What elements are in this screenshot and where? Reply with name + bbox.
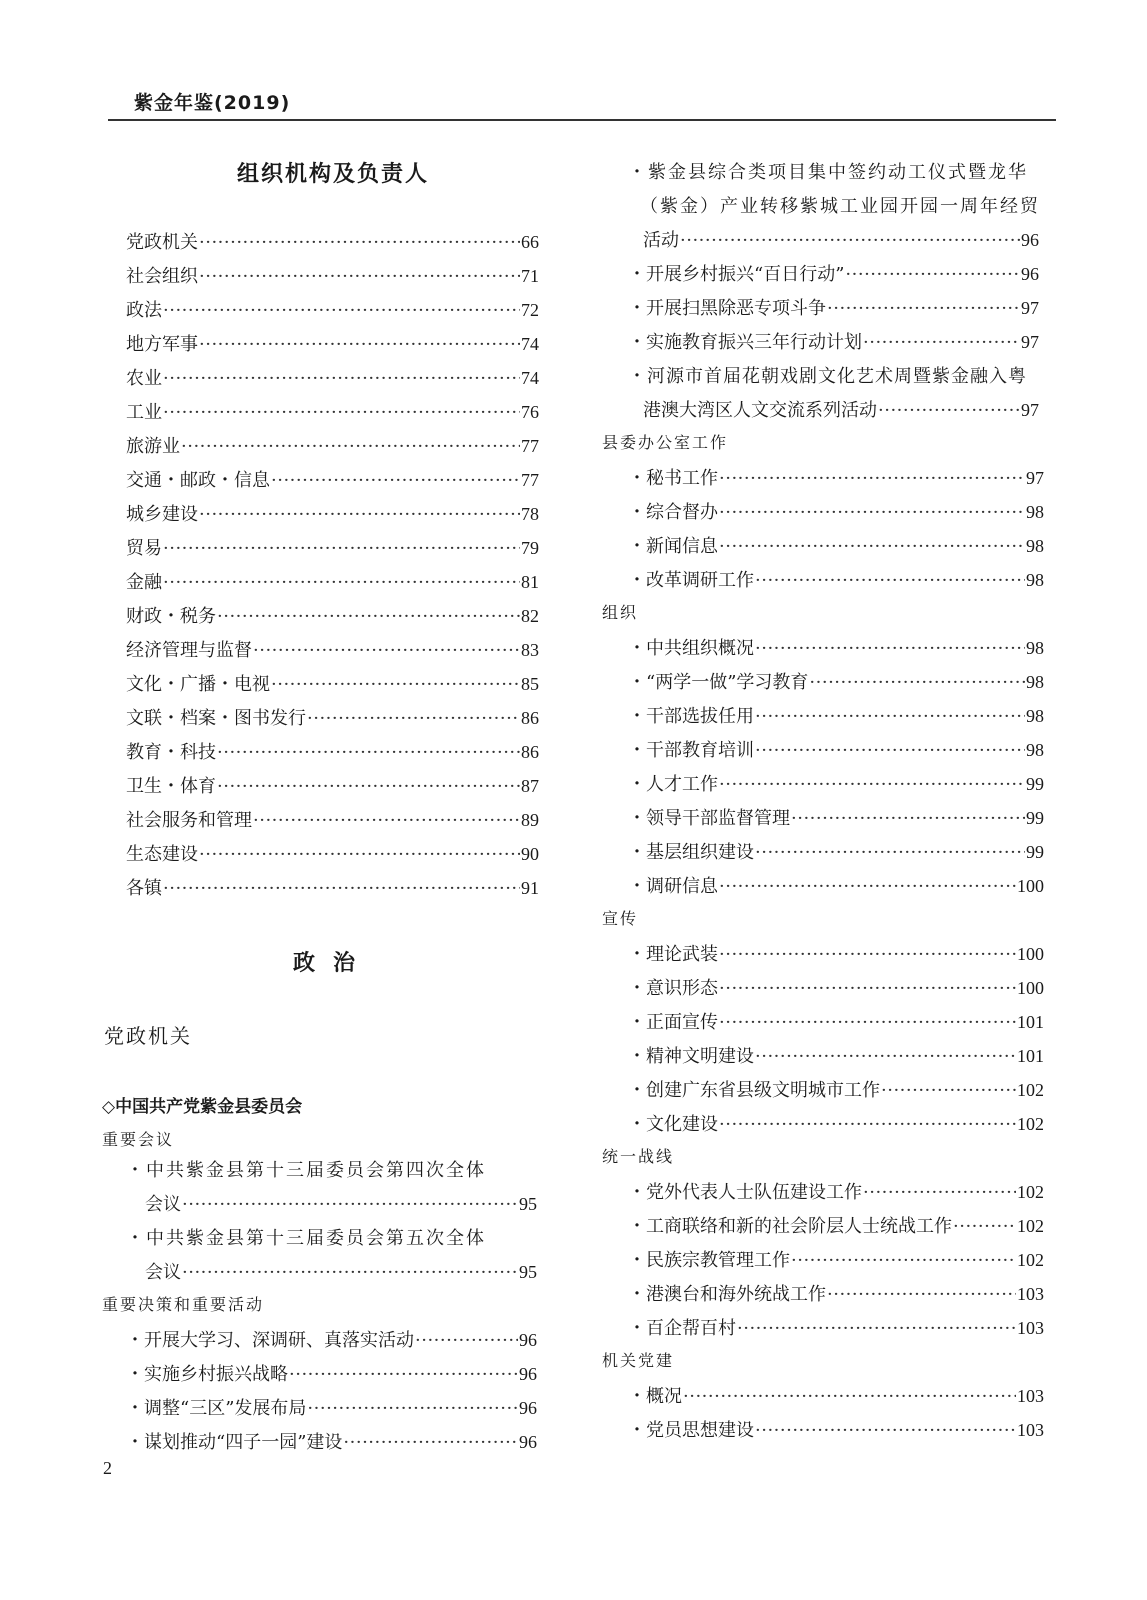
toc-entry[interactable]	[126, 636, 539, 662]
entry-label: ・开展大学习、深调研、真落实活动	[126, 1330, 414, 1351]
entry-page: 66	[521, 232, 539, 252]
entry-label: 政法	[126, 300, 162, 321]
entry-label: 交通・邮政・信息	[126, 470, 270, 491]
leader-dots	[343, 1432, 518, 1453]
leader-dots	[271, 470, 520, 491]
toc-entry[interactable]	[126, 738, 539, 764]
meeting-1-line1: ・中共紫金县第十三届委员会第四次全体	[126, 1160, 486, 1181]
entry-label: ・领导干部监督管理	[628, 808, 790, 829]
leader-dots	[755, 740, 1025, 761]
entry-label: 生态建设	[126, 844, 198, 865]
toc-entry[interactable]	[628, 1314, 1044, 1340]
toc-entry[interactable]	[126, 432, 539, 458]
entry-label: ・理论武装	[628, 944, 718, 965]
entry-label: ・港澳台和海外统战工作	[628, 1284, 826, 1305]
heading-decisions: 重要决策和重要活动	[102, 1295, 265, 1314]
entry-label: 文联・档案・图书发行	[126, 708, 306, 729]
leader-dots	[253, 810, 520, 831]
heading-office-work: 县委办公室工作	[602, 433, 729, 452]
leader-dots	[863, 1182, 1016, 1203]
leader-dots	[881, 1080, 1016, 1101]
entry-label: 教育・科技	[126, 742, 216, 763]
toc-entry[interactable]	[628, 1246, 1044, 1272]
entry-label: ・综合督办	[628, 502, 718, 523]
toc-entry[interactable]	[628, 872, 1044, 898]
leader-dots	[737, 1318, 1016, 1339]
toc-entry[interactable]	[126, 364, 539, 390]
leader-dots	[755, 706, 1025, 727]
entry-page: 87	[521, 776, 539, 796]
entry-label: ・干部教育培训	[628, 740, 754, 761]
entry-page: 98	[1026, 638, 1044, 658]
leader-dots	[163, 538, 520, 559]
leader-dots	[863, 332, 1020, 353]
entry-page: 95	[519, 1262, 537, 1282]
entry-label: ・民族宗教管理工作	[628, 1250, 790, 1271]
entry-page: 99	[1026, 774, 1044, 794]
entry-page: 101	[1017, 1012, 1044, 1032]
toc-entry[interactable]	[628, 1178, 1044, 1204]
entry-label: ・“两学一做”学习教育	[628, 672, 809, 693]
entry-page: 82	[521, 606, 539, 626]
leader-dots	[719, 502, 1025, 523]
entry-label: 社会服务和管理	[126, 810, 252, 831]
leader-dots	[199, 844, 520, 865]
entry-page: 74	[521, 334, 539, 354]
toc-entry[interactable]	[628, 328, 1039, 354]
toc-entry[interactable]	[628, 634, 1044, 660]
entry-page: 100	[1017, 876, 1044, 896]
activity-5-line1: ・河源市首届花朝戏剧文化艺术周暨紫金融入粤	[628, 366, 1027, 387]
entry-label: 港澳大湾区人文交流系列活动	[643, 400, 877, 421]
leader-dots	[791, 808, 1025, 829]
entry-label: 工业	[126, 402, 162, 423]
leader-dots	[845, 264, 1020, 285]
leader-dots	[719, 1012, 1016, 1033]
toc-entry[interactable]	[628, 1008, 1044, 1034]
entry-page: 98	[1026, 536, 1044, 556]
toc-entry[interactable]	[628, 566, 1044, 592]
entry-page: 101	[1017, 1046, 1044, 1066]
entry-page: 103	[1017, 1420, 1044, 1440]
entry-page: 99	[1026, 842, 1044, 862]
heading-party-building: 机关党建	[602, 1351, 675, 1370]
toc-entry[interactable]	[628, 294, 1039, 320]
toc-entry-activity-1[interactable]	[643, 226, 1039, 252]
page-number: 2	[103, 1458, 112, 1478]
section-title: 组织机构及负责人	[237, 162, 430, 187]
toc-entry[interactable]	[628, 736, 1044, 762]
entry-label: 金融	[126, 572, 162, 593]
entry-label: ・党外代表人士队伍建设工作	[628, 1182, 862, 1203]
entry-page: 98	[1026, 672, 1044, 692]
leader-dots	[755, 1046, 1016, 1067]
entry-page: 96	[519, 1364, 537, 1384]
leader-dots	[199, 266, 520, 287]
toc-entry[interactable]	[126, 262, 539, 288]
entry-page: 96	[519, 1330, 537, 1350]
entry-page: 102	[1017, 1080, 1044, 1100]
leader-dots	[217, 606, 520, 627]
leader-dots	[680, 230, 1020, 251]
toc-entry[interactable]	[628, 464, 1044, 490]
entry-label: ・人才工作	[628, 774, 718, 795]
entry-page: 95	[519, 1194, 537, 1214]
entry-page: 86	[521, 708, 539, 728]
leader-dots	[719, 1114, 1016, 1135]
entry-label: ・调研信息	[628, 876, 718, 897]
leader-dots	[163, 300, 520, 321]
toc-entry[interactable]	[126, 1360, 537, 1386]
entry-label: ・文化建设	[628, 1114, 718, 1135]
leader-dots	[163, 572, 520, 593]
entry-label: 活动	[643, 230, 679, 251]
toc-entry[interactable]	[628, 974, 1044, 1000]
entry-page: 96	[519, 1398, 537, 1418]
entry-page: 76	[521, 402, 539, 422]
entry-label: 财政・税务	[126, 606, 216, 627]
entry-page: 97	[1026, 468, 1044, 488]
entry-page: 98	[1026, 570, 1044, 590]
entry-label: ・精神文明建设	[628, 1046, 754, 1067]
toc-entry[interactable]	[628, 498, 1044, 524]
heading-united-front: 统一战线	[602, 1147, 675, 1166]
header-rule	[108, 119, 1056, 121]
entry-page: 103	[1017, 1318, 1044, 1338]
toc-entry[interactable]	[628, 1076, 1044, 1102]
entry-page: 96	[519, 1432, 537, 1452]
toc-entry[interactable]	[126, 500, 539, 526]
entry-page: 102	[1017, 1114, 1044, 1134]
leader-dots	[307, 1398, 518, 1419]
toc-entry[interactable]	[126, 296, 539, 322]
activity-1-line2: （紫金）产业转移紫城工业园开园一周年经贸	[640, 196, 1040, 217]
toc-entry[interactable]	[126, 568, 539, 594]
toc-entry[interactable]	[628, 838, 1044, 864]
entry-page: 85	[521, 674, 539, 694]
entry-page: 102	[1017, 1250, 1044, 1270]
toc-entry-meeting-2[interactable]	[145, 1258, 537, 1284]
leader-dots	[755, 638, 1025, 659]
leader-dots	[791, 1250, 1016, 1271]
entry-page: 72	[521, 300, 539, 320]
entry-page: 100	[1017, 978, 1044, 998]
entry-page: 100	[1017, 944, 1044, 964]
leader-dots	[182, 1262, 518, 1283]
toc-entry[interactable]	[126, 806, 539, 832]
entry-page: 77	[521, 436, 539, 456]
leader-dots	[163, 368, 520, 389]
leader-dots	[307, 708, 520, 729]
running-header: 紫金年鉴(2019)	[134, 92, 291, 114]
toc-entry[interactable]	[126, 466, 539, 492]
entry-label: ・实施乡村振兴战略	[126, 1364, 288, 1385]
entry-label: ・开展乡村振兴“百日行动”	[628, 264, 845, 285]
entry-page: 86	[521, 742, 539, 762]
leader-dots	[878, 400, 1020, 421]
entry-page: 74	[521, 368, 539, 388]
entry-label: ・概况	[628, 1386, 682, 1407]
heading-meetings: 重要会议	[102, 1130, 175, 1149]
entry-label: 文化・广播・电视	[126, 674, 270, 695]
toc-entry[interactable]	[126, 1326, 537, 1352]
leader-dots	[289, 1364, 518, 1385]
entry-label: ・改革调研工作	[628, 570, 754, 591]
toc-entry-meeting-1[interactable]	[145, 1190, 537, 1216]
leader-dots	[182, 1194, 518, 1215]
entry-page: 103	[1017, 1386, 1044, 1406]
toc-entry[interactable]	[126, 398, 539, 424]
entry-label: ・实施教育振兴三年行动计划	[628, 332, 862, 353]
leader-dots	[181, 436, 520, 457]
entry-page: 81	[521, 572, 539, 592]
subsection-title: 党政机关	[104, 1024, 192, 1048]
leader-dots	[755, 842, 1025, 863]
entry-page: 96	[1021, 230, 1039, 250]
leader-dots	[755, 1420, 1016, 1441]
entry-page: 102	[1017, 1216, 1044, 1236]
entry-page: 97	[1021, 400, 1039, 420]
toc-entry[interactable]	[628, 1212, 1044, 1238]
entry-page: 97	[1021, 298, 1039, 318]
entry-label: 地方军事	[126, 334, 198, 355]
chapter-title: 政治	[293, 951, 374, 976]
entry-label: 各镇	[126, 878, 162, 899]
toc-entry[interactable]	[126, 670, 539, 696]
entry-label: 会议	[145, 1194, 181, 1215]
entry-page: 91	[521, 878, 539, 898]
toc-entry[interactable]	[628, 1382, 1044, 1408]
entry-page: 103	[1017, 1284, 1044, 1304]
entry-page: 77	[521, 470, 539, 490]
toc-entry[interactable]	[628, 770, 1044, 796]
entry-label: ・谋划推动“四子一园”建设	[126, 1432, 343, 1453]
entry-label: 贸易	[126, 538, 162, 559]
entry-label: ・意识形态	[628, 978, 718, 999]
leader-dots	[953, 1216, 1016, 1237]
entry-label: ・秘书工作	[628, 468, 718, 489]
entry-label: 党政机关	[126, 232, 198, 253]
toc-entry[interactable]	[628, 1110, 1044, 1136]
toc-entry[interactable]	[628, 260, 1039, 286]
leader-dots	[415, 1330, 518, 1351]
toc-entry[interactable]	[628, 940, 1044, 966]
entry-page: 98	[1026, 502, 1044, 522]
entry-page: 89	[521, 810, 539, 830]
entry-label: 农业	[126, 368, 162, 389]
leader-dots	[253, 640, 520, 661]
toc-entry[interactable]	[126, 840, 539, 866]
toc-entry[interactable]	[628, 804, 1044, 830]
heading-organization: 组织	[602, 603, 639, 622]
leader-dots	[827, 1284, 1016, 1305]
toc-entry-activity-5[interactable]	[643, 396, 1039, 422]
leader-dots	[163, 878, 520, 899]
entry-page: 98	[1026, 706, 1044, 726]
toc-entry[interactable]	[126, 704, 539, 730]
leader-dots	[827, 298, 1020, 319]
leader-dots	[719, 876, 1016, 897]
entry-page: 99	[1026, 808, 1044, 828]
entry-label: ・党员思想建设	[628, 1420, 754, 1441]
entry-page: 98	[1026, 740, 1044, 760]
entry-label: ・调整“三区”发展布局	[126, 1398, 307, 1419]
entry-label: 会议	[145, 1262, 181, 1283]
toc-entry[interactable]	[628, 1280, 1044, 1306]
toc-entry[interactable]	[628, 668, 1044, 694]
entry-label: 卫生・体育	[126, 776, 216, 797]
org-title: ◇中国共产党紫金县委员会	[102, 1097, 303, 1117]
entry-page: 90	[521, 844, 539, 864]
toc-entry[interactable]	[628, 1042, 1044, 1068]
leader-dots	[809, 672, 1025, 693]
leader-dots	[199, 232, 520, 253]
entry-label: ・正面宣传	[628, 1012, 718, 1033]
entry-label: ・干部选拔任用	[628, 706, 754, 727]
toc-entry[interactable]	[126, 874, 539, 900]
heading-publicity: 宣传	[602, 909, 639, 928]
toc-entry[interactable]	[126, 1428, 537, 1454]
toc-entry[interactable]	[126, 534, 539, 560]
toc-entry[interactable]	[628, 532, 1044, 558]
entry-label: ・工商联络和新的社会阶层人士统战工作	[628, 1216, 952, 1237]
leader-dots	[217, 742, 520, 763]
entry-page: 96	[1021, 264, 1039, 284]
entry-label: ・新闻信息	[628, 536, 718, 557]
entry-page: 79	[521, 538, 539, 558]
leader-dots	[719, 468, 1025, 489]
entry-label: 经济管理与监督	[126, 640, 252, 661]
toc-entry[interactable]	[126, 228, 539, 254]
entry-page: 78	[521, 504, 539, 524]
leader-dots	[719, 944, 1016, 965]
toc-entry[interactable]	[126, 772, 539, 798]
entry-label: ・基层组织建设	[628, 842, 754, 863]
entry-page: 71	[521, 266, 539, 286]
leader-dots	[719, 774, 1025, 795]
activity-1-line1: ・紫金县综合类项目集中签约动工仪式暨龙华	[628, 162, 1028, 183]
toc-entry[interactable]	[126, 330, 539, 356]
toc-entry[interactable]	[628, 702, 1044, 728]
entry-label: 社会组织	[126, 266, 198, 287]
entry-page: 102	[1017, 1182, 1044, 1202]
leader-dots	[683, 1386, 1016, 1407]
leader-dots	[199, 504, 520, 525]
leader-dots	[719, 978, 1016, 999]
toc-entry[interactable]	[126, 602, 539, 628]
toc-entry[interactable]	[126, 1394, 537, 1420]
entry-label: ・创建广东省县级文明城市工作	[628, 1080, 880, 1101]
leader-dots	[199, 334, 520, 355]
leader-dots	[217, 776, 520, 797]
entry-label: ・中共组织概况	[628, 638, 754, 659]
entry-label: ・开展扫黑除恶专项斗争	[628, 298, 826, 319]
entry-page: 83	[521, 640, 539, 660]
entry-label: ・百企帮百村	[628, 1318, 736, 1339]
toc-entry[interactable]	[628, 1416, 1044, 1442]
leader-dots	[163, 402, 520, 423]
leader-dots	[755, 570, 1025, 591]
leader-dots	[271, 674, 520, 695]
entry-page: 97	[1021, 332, 1039, 352]
meeting-2-line1: ・中共紫金县第十三届委员会第五次全体	[126, 1228, 486, 1249]
entry-label: 旅游业	[126, 436, 180, 457]
leader-dots	[719, 536, 1025, 557]
entry-label: 城乡建设	[126, 504, 198, 525]
